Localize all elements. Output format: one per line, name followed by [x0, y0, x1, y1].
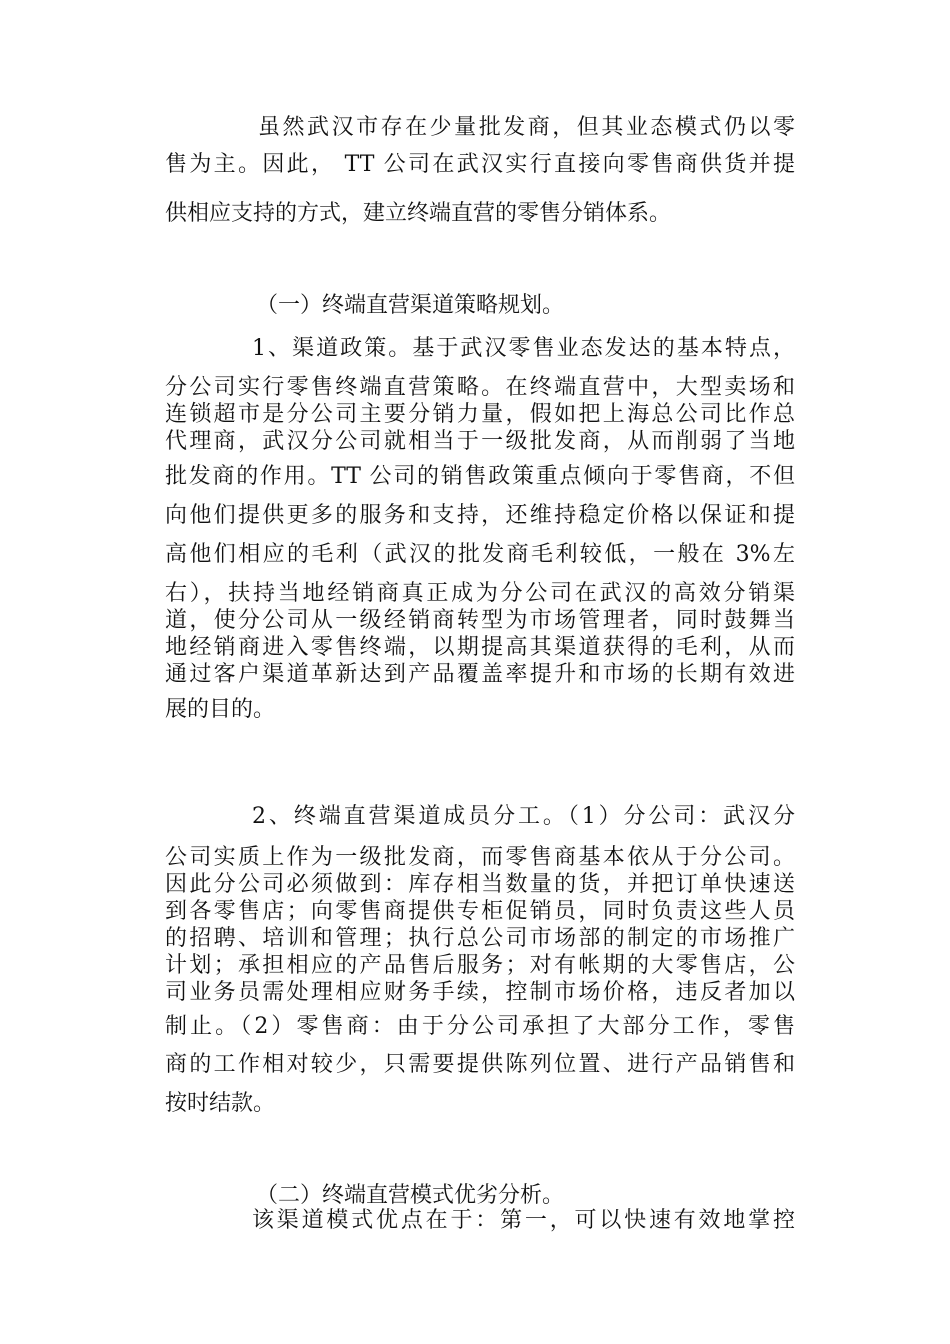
paragraph-line: 向他们提供更多的服务和支持，还维持稳定价格以保证和提	[165, 503, 795, 528]
paragraph-line: 右），扶持当地经销商真正成为分公司在武汉的高效分销渠	[165, 581, 795, 606]
paragraph-line: 商的工作相对较少，只需要提供陈列位置、进行产品销售和	[165, 1052, 795, 1077]
paragraph-line: 2、终端直营渠道成员分工。（1）分公司：武汉分	[252, 804, 795, 829]
paragraph-line: 到各零售店；向零售商提供专柜促销员，同时负责这些人员	[165, 899, 795, 924]
paragraph-line: 的招聘、培训和管理；执行总公司市场部的制定的市场推广	[165, 926, 795, 951]
paragraph-line: 1、渠道政策。基于武汉零售业态发达的基本特点，	[252, 336, 795, 361]
paragraph-line: 因此分公司必须做到：库存相当数量的货，并把订单快速送	[165, 872, 795, 897]
paragraph-line: 供相应支持的方式，建立终端直营的零售分销体系。	[165, 201, 672, 226]
paragraph-line: 展的目的。	[165, 697, 276, 722]
paragraph-line: 分公司实行零售终端直营策略。在终端直营中，大型卖场和	[165, 375, 795, 400]
paragraph-line: 计划；承担相应的产品售后服务；对有帐期的大零售店，公	[165, 953, 795, 978]
paragraph-line: 售为主。因此， TT 公司在武汉实行直接向零售商供货并提	[165, 152, 795, 177]
section-heading: （二）终端直营模式优劣分析。	[256, 1183, 565, 1208]
paragraph-line: 地经销商进入零售终端，以期提高其渠道获得的毛利，从而	[165, 635, 795, 660]
paragraph-line: 通过客户渠道革新达到产品覆盖率提升和市场的长期有效进	[165, 662, 795, 687]
paragraph-line: 制止。（2）零售商：由于分公司承担了大部分工作，零售	[165, 1014, 795, 1039]
paragraph-line: 该渠道模式优点在于：第一，可以快速有效地掌控	[252, 1208, 795, 1233]
paragraph-line: 批发商的作用。TT 公司的销售政策重点倾向于零售商，不但	[165, 464, 795, 489]
paragraph-line: 道，使分公司从一级经销商转型为市场管理者，同时鼓舞当	[165, 608, 795, 633]
paragraph-line: 司业务员需处理相应财务手续，控制市场价格，违反者加以	[165, 980, 795, 1005]
paragraph-line: 高他们相应的毛利（武汉的批发商毛利较低，一般在 3%左	[165, 542, 795, 567]
paragraph-line: 连锁超市是分公司主要分销力量，假如把上海总公司比作总	[165, 402, 795, 427]
paragraph-line: 虽然武汉市存在少量批发商，但其业态模式仍以零	[258, 115, 795, 140]
paragraph-line: 公司实质上作为一级批发商，而零售商基本依从于分公司。	[165, 845, 795, 870]
paragraph-line: 代理商，武汉分公司就相当于一级批发商，从而削弱了当地	[165, 429, 795, 454]
section-heading: （一）终端直营渠道策略规划。	[256, 293, 565, 318]
paragraph-line: 按时结款。	[165, 1091, 276, 1116]
